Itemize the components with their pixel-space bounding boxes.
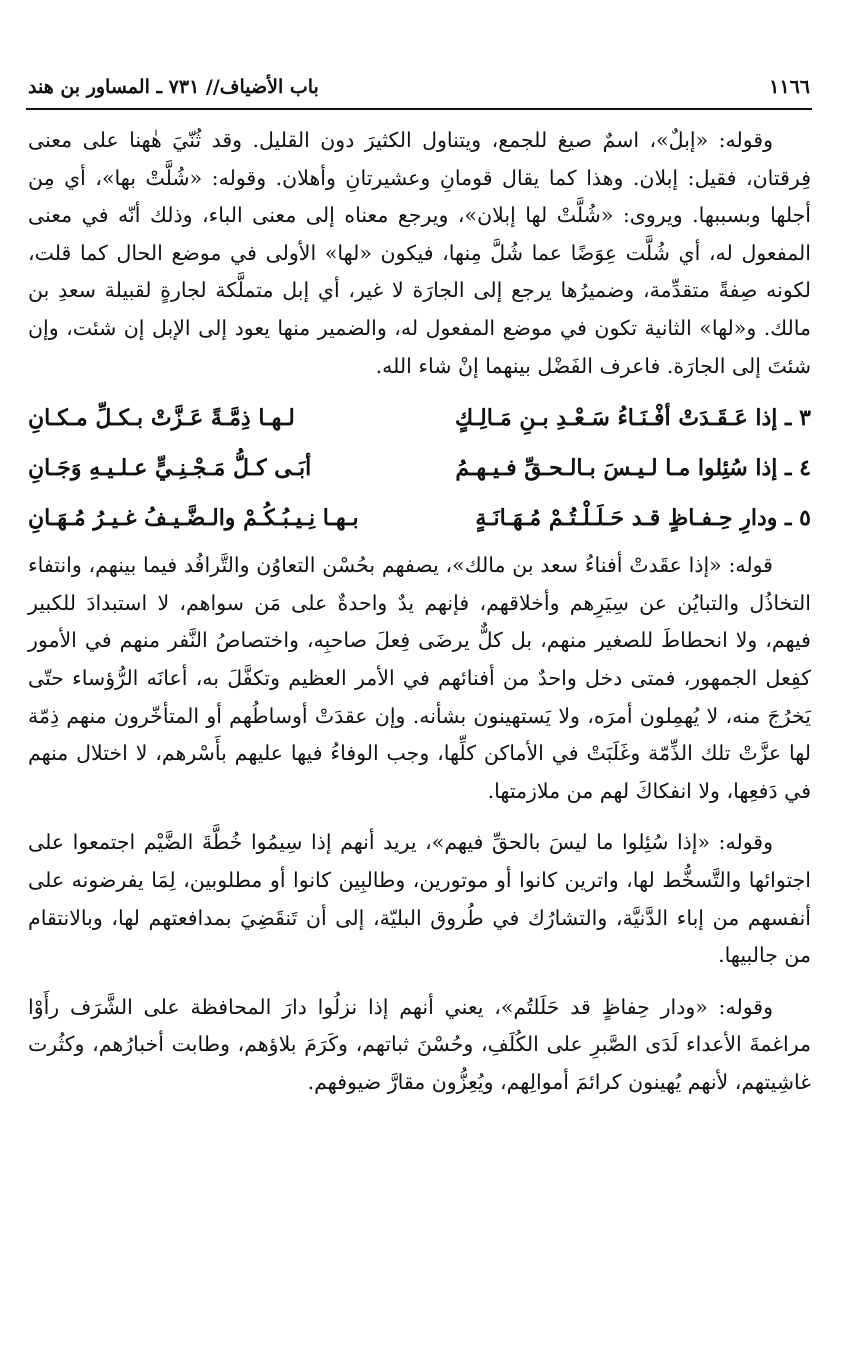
commentary-paragraph: وقوله: «ودار حِفاظٍ قد حَلَلتُم»، يعني أنهم إذا نزلُوا دارَ المحافظة على الشَّرَف رأَوْا مراغمةَ الأعداء لَدَى الصَّبرِ على الكُلَفِ، وحُسْنَ ثباتهم، وكَرَمَ بلاؤهم، وطابت أخبارُهم، وكثُرت غاشِيتهم، لأنهم يُهينون كرائمَ أموالِهم، ويُعِزُّون مقارَّ ضيوفهم. (28, 994, 811, 1094)
page-header (28, 70, 810, 104)
verse-hemistich-first: ٣ ـ إذا عَـقَـدَتْ أفْـنَـاءُ سَـعْـدِ بـنِ مَـالِـكٍ (455, 405, 811, 432)
page-body (28, 122, 811, 1101)
verse-hemistich-second: بـهـا نِـيـبُـكُـمْ والـضَّـيـفُ غـيـرُ مُـهَـانِ (28, 505, 359, 532)
verse-hemistich-second: أبَـى كـلُّ مَـجْـنِـيٍّ عـلـيـهِ وَجَـانِ (28, 455, 312, 482)
paragraph-intro: وقوله: «إبلٌ»، اسمٌ صيغ للجمع، ويتناول الكثيرَ دون القليل. وقد ثُنّيَ هٰهنا على معنى فِرقتان، فقيل: إبلان. وهذا كما يقال قومانِ وعشيرتانِ وأهلان. وقوله: «شُلَّتْ بها»، أي مِن أجلها وبسببها. ويروى: «شُلَّتْ لها إبلان»، ويرجع معناه إلى معنى الباء، وذلك أنّه في معنى المفعول له، أي شُلَّت عِوَضًا عما شُلَّ مِنها، فيكون «لها» الأولى في موضع الحال كما قلت، لكونه صِفةً متقدِّمة، وضميرُها يرجع إلى الجارَة لا غير، أي إبل متملَّكة لجارةٍ لقبيلة سعدِ بن مالك. و«لها» الثانية تكون في موضع المفعول له، والضمير منها يعود إلى الإبل إن شئت، وإن شئتَ إلى الجارَة. فاعرف الفَضْل بينهما إنْ شاء الله. (28, 128, 811, 378)
running-title: باب الأضياف// ٧٣١ ـ المساور بن هند (28, 76, 319, 98)
commentary-paragraph: وقوله: «إذا سُئِلوا ما ليسَ بالحقِّ فيهم»، يريد أنهم إذا سِيمُوا خُطَّةَ الضَّيْم اجتمعوا على اجتوائها والتَّسخُّط لها، واترين كانوا أو موتورين، وطالبِين كانوا أو مطلوبين، لِمَا يفرضونه على أنفسهم من إباء الدَّنيَّة، والتشارُك في طُروق البليّة، إلى أن تَنقَضِيَ بمدافعتهم لها، وبالانتقام من جالبيها. (28, 830, 811, 968)
verse-hemistich-first: ٥ ـ ودارِ حِـفـاظٍ قـد حَـلَـلْـتُـمْ مُـهَـانَـةٍ (475, 505, 811, 532)
paragraph-spacer (28, 810, 811, 824)
verse-line (28, 393, 811, 443)
verse-line (28, 493, 811, 543)
verse-line (28, 443, 811, 493)
header-divider (26, 108, 812, 110)
page-number: ١١٦٦ (769, 76, 810, 98)
commentary-paragraph: قوله: «إذا عقَدتْ أفناءُ سعد بن مالك»، يصفهم بحُسْن التعاوُن والتَّرافُد فيما بينهم، وانتفاء التخاذُل والتبايُن عن سِيَرِهم وأخلاقهم، فإنهم يدٌ واحدةٌ على مَن سواهم، لا استبدادَ للكبير فيهم، ولا انحطاطَ للصغير منهم، بل كلٌّ يرضَى فِعلَ صاحبِه، واختصاصُ النَّفر منهم في الأمور كفِعل الجمهور، فمتى دخل واحدٌ من أفنائهم في الأمر العظيم وتكفَّلَ به، أعانَه الرُّؤساء حتّى يَخرُجَ منه، لا يُهمِلون أمرَه، ولا يَستهينون بشأنه. وإن عقدَتْ أوساطُهم أو المتأخّرون منهم ذِمّة لها عزَّتْ تلك الذِّمّة وغَلَبَتْ في الأماكن كلِّها، وجب الوفاءُ فيها عليهم بأَسْرهم، لا اختلال منهم في دَفعِها، ولا انفكاكَ لهم من ملازمتها. (28, 553, 811, 803)
paragraph-spacer (28, 975, 811, 989)
verse-hemistich-first: ٤ ـ إذا سُئِلوا مـا لـيـسَ بـالـحـقِّ فـيـهـمُ (455, 455, 811, 482)
verse-hemistich-second: لـهـا ذِمَّـةً عَـزَّتْ بـكـلِّ مـكـانِ (28, 405, 295, 432)
poem-verses (28, 393, 811, 543)
